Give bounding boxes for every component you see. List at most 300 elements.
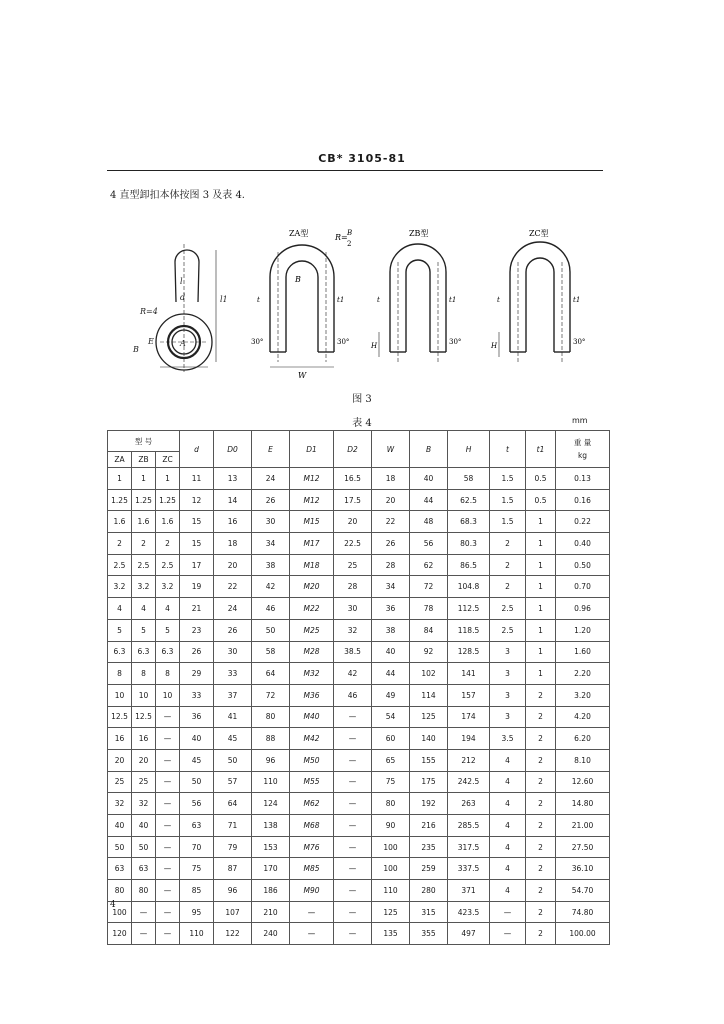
table-cell: M17 xyxy=(290,533,334,555)
table-cell: 20 xyxy=(334,511,372,533)
zb-h-label: H xyxy=(371,342,378,350)
col-header-w: W xyxy=(372,431,410,468)
table-cell: 16.5 xyxy=(334,468,372,490)
table-cell: 2 xyxy=(526,749,556,771)
table-cell: 157 xyxy=(448,684,490,706)
table-cell: 0.5 xyxy=(526,468,556,490)
table-cell: 20 xyxy=(214,554,252,576)
table-cell: 2.5 xyxy=(132,554,156,576)
table-cell: 1 xyxy=(156,468,180,490)
table-cell: M85 xyxy=(290,858,334,880)
table-cell: 112.5 xyxy=(448,598,490,620)
model-group-header: 型 号 xyxy=(108,431,180,452)
unit-label: mm xyxy=(572,416,588,425)
table-cell: 46 xyxy=(334,684,372,706)
table-cell: 192 xyxy=(410,793,448,815)
za-angle-right: 30° xyxy=(337,338,350,346)
table-caption: 表 4 xyxy=(352,418,372,429)
table-cell: 78 xyxy=(410,598,448,620)
table-cell: 8.10 xyxy=(556,749,610,771)
table-cell: 125 xyxy=(372,901,410,923)
table-cell: 1.5 xyxy=(490,468,526,490)
table-cell: 216 xyxy=(410,815,448,837)
table-cell: — xyxy=(490,901,526,923)
table-cell: — xyxy=(156,793,180,815)
table-cell: 1 xyxy=(526,533,556,555)
table-cell: 40 xyxy=(410,468,448,490)
table-cell: 2.5 xyxy=(108,554,132,576)
table-cell: M12 xyxy=(290,468,334,490)
table-cell: 2 xyxy=(526,858,556,880)
table-cell: 72 xyxy=(252,684,290,706)
shackle-za xyxy=(251,228,352,380)
table-cell: 2.20 xyxy=(556,663,610,685)
table-cell: 2 xyxy=(526,793,556,815)
table-cell: 1 xyxy=(526,598,556,620)
table-cell: 100.00 xyxy=(556,923,610,945)
table-cell: 88 xyxy=(252,728,290,750)
table-cell: 10 xyxy=(156,684,180,706)
mass-header-unit: kg xyxy=(577,451,588,460)
table-cell: 25 xyxy=(132,771,156,793)
table-cell: 138 xyxy=(252,815,290,837)
table-cell: — xyxy=(132,901,156,923)
table-cell: — xyxy=(156,880,180,902)
table-cell: 20 xyxy=(108,749,132,771)
table-cell: 1 xyxy=(108,468,132,490)
col-header-d: d xyxy=(180,431,214,468)
table-cell: 2 xyxy=(490,533,526,555)
table-cell: 8 xyxy=(156,663,180,685)
table-cell: 4 xyxy=(108,598,132,620)
table-cell: 240 xyxy=(252,923,290,945)
table-cell: 38.5 xyxy=(334,641,372,663)
table-cell: 45 xyxy=(214,728,252,750)
table-cell: 80 xyxy=(108,880,132,902)
table-cell: 96 xyxy=(252,749,290,771)
table-cell: 0.96 xyxy=(556,598,610,620)
table-cell: 29 xyxy=(180,663,214,685)
table-cell: 24 xyxy=(214,598,252,620)
table-cell: 8 xyxy=(108,663,132,685)
table-cell: 22 xyxy=(214,576,252,598)
table-cell: 1.5 xyxy=(490,489,526,511)
table-cell: 1 xyxy=(526,554,556,576)
table-cell: 18 xyxy=(372,468,410,490)
table-cell: 0.22 xyxy=(556,511,610,533)
table-cell: 0.13 xyxy=(556,468,610,490)
table-cell: 34 xyxy=(252,533,290,555)
za-r-frac-top: B xyxy=(347,229,353,237)
label-r4: R=4 xyxy=(140,307,158,316)
table-cell: 90 xyxy=(372,815,410,837)
table-cell: 170 xyxy=(252,858,290,880)
table-cell: — xyxy=(156,771,180,793)
table-cell: 212 xyxy=(448,749,490,771)
table-cell: 1.60 xyxy=(556,641,610,663)
col-header-t1: t1 xyxy=(526,431,556,468)
table-cell: 75 xyxy=(372,771,410,793)
table-row xyxy=(108,468,610,490)
table-cell: 33 xyxy=(214,663,252,685)
zc-h-label: H xyxy=(491,342,498,350)
table-cell: 110 xyxy=(252,771,290,793)
table-cell: 4 xyxy=(490,749,526,771)
table-cell: 15 xyxy=(180,533,214,555)
table-cell: 32 xyxy=(132,793,156,815)
table-cell: 63 xyxy=(180,815,214,837)
table-cell: — xyxy=(334,880,372,902)
table-cell: 58 xyxy=(448,468,490,490)
table-row xyxy=(108,489,610,511)
table-cell: 23 xyxy=(180,619,214,641)
table-cell: 16 xyxy=(214,511,252,533)
figure-3-drawing xyxy=(120,222,610,382)
table-cell: — xyxy=(156,901,180,923)
table-cell: 1 xyxy=(132,468,156,490)
figure-caption: 图 3 xyxy=(352,394,372,405)
table-cell: 0.50 xyxy=(556,554,610,576)
table-cell: — xyxy=(334,728,372,750)
zb-t-label: t xyxy=(377,296,380,304)
table-cell: 125 xyxy=(410,706,448,728)
table-cell: 36 xyxy=(372,598,410,620)
table-cell: 128.5 xyxy=(448,641,490,663)
table-cell: 141 xyxy=(448,663,490,685)
table-cell: 0.5 xyxy=(526,489,556,511)
header-rule xyxy=(107,170,603,171)
table-cell: 24 xyxy=(252,468,290,490)
table-cell: 3.2 xyxy=(132,576,156,598)
table-cell: 63 xyxy=(108,858,132,880)
table-cell: 20 xyxy=(132,749,156,771)
table-cell: 28 xyxy=(372,554,410,576)
table-cell: 54.70 xyxy=(556,880,610,902)
table-cell: 10 xyxy=(132,684,156,706)
table-cell: 62.5 xyxy=(448,489,490,511)
table-cell: 25 xyxy=(334,554,372,576)
table-cell: M18 xyxy=(290,554,334,576)
table-cell: 40 xyxy=(372,641,410,663)
table-cell: 40 xyxy=(132,815,156,837)
table-cell: 56 xyxy=(410,533,448,555)
table-cell: 58 xyxy=(252,641,290,663)
table-cell: 6.20 xyxy=(556,728,610,750)
col-header-e: E xyxy=(252,431,290,468)
table-cell: 2 xyxy=(526,880,556,902)
table-cell: 62 xyxy=(410,554,448,576)
table-cell: 355 xyxy=(410,923,448,945)
table-cell: 317.5 xyxy=(448,836,490,858)
col-header-t: t xyxy=(490,431,526,468)
table-cell: 4 xyxy=(490,880,526,902)
table-cell: 4 xyxy=(490,815,526,837)
table-cell: M22 xyxy=(290,598,334,620)
table-cell: 40 xyxy=(180,728,214,750)
table-cell: 186 xyxy=(252,880,290,902)
table-cell: 17 xyxy=(180,554,214,576)
table-cell: 41 xyxy=(214,706,252,728)
table-cell: 48 xyxy=(410,511,448,533)
table-cell: 12.60 xyxy=(556,771,610,793)
table-cell: 3.2 xyxy=(156,576,180,598)
table-cell: 1.25 xyxy=(156,489,180,511)
table-cell: 26 xyxy=(252,489,290,511)
table-cell: 2 xyxy=(526,771,556,793)
table-cell: — xyxy=(156,728,180,750)
table-cell: 36.10 xyxy=(556,858,610,880)
table-cell: 80 xyxy=(372,793,410,815)
col-header-mass xyxy=(556,431,610,468)
table-cell: — xyxy=(290,901,334,923)
table-cell: 10 xyxy=(108,684,132,706)
table-cell: 92 xyxy=(410,641,448,663)
table-cell: 107 xyxy=(214,901,252,923)
table-cell: 235 xyxy=(410,836,448,858)
table-cell: M12 xyxy=(290,489,334,511)
table-row xyxy=(108,641,610,663)
table-row xyxy=(108,793,610,815)
za-w-label: W xyxy=(298,371,307,380)
table-cell: 50 xyxy=(252,619,290,641)
table-cell: M90 xyxy=(290,880,334,902)
table-cell: M42 xyxy=(290,728,334,750)
table-cell: 3.2 xyxy=(108,576,132,598)
table-cell: 114 xyxy=(410,684,448,706)
zb-angle: 30° xyxy=(449,338,462,346)
table-cell: M76 xyxy=(290,836,334,858)
table-cell: 1.6 xyxy=(156,511,180,533)
table-cell: — xyxy=(156,749,180,771)
table-cell: 71 xyxy=(214,815,252,837)
table-body xyxy=(108,468,610,945)
table-cell: 1 xyxy=(526,641,556,663)
table-cell: 100 xyxy=(372,858,410,880)
table-cell: 0.70 xyxy=(556,576,610,598)
table-cell: 100 xyxy=(108,901,132,923)
za-t-label: t xyxy=(257,296,260,304)
table-cell: 57 xyxy=(214,771,252,793)
table-cell: 4 xyxy=(490,836,526,858)
table-cell: 60 xyxy=(372,728,410,750)
table-cell: 2 xyxy=(526,815,556,837)
table-cell: 12 xyxy=(180,489,214,511)
table-cell: M68 xyxy=(290,815,334,837)
table-cell: 194 xyxy=(448,728,490,750)
table-cell: 1.5 xyxy=(490,511,526,533)
label-d: d xyxy=(180,293,186,302)
col-header-d2: D2 xyxy=(334,431,372,468)
table-row xyxy=(108,554,610,576)
table-cell: 4 xyxy=(490,771,526,793)
zc-angle: 30° xyxy=(573,338,586,346)
table-cell: 30 xyxy=(334,598,372,620)
zc-title: ZC型 xyxy=(529,229,549,238)
table-cell: — xyxy=(334,836,372,858)
sub-header-zc: ZC xyxy=(156,452,180,468)
table-cell: 110 xyxy=(372,880,410,902)
table-cell: — xyxy=(156,815,180,837)
label-l1: l1 xyxy=(220,295,228,304)
table-cell: 5 xyxy=(156,619,180,641)
table-cell: 49 xyxy=(372,684,410,706)
table-cell: 120 xyxy=(108,923,132,945)
table-cell: 6.3 xyxy=(156,641,180,663)
table-cell: M50 xyxy=(290,749,334,771)
table-cell: 4 xyxy=(490,793,526,815)
table-cell: 33 xyxy=(180,684,214,706)
table-cell: 38 xyxy=(372,619,410,641)
table-cell: 36 xyxy=(180,706,214,728)
table-cell: — xyxy=(132,923,156,945)
table-cell: 423.5 xyxy=(448,901,490,923)
table-cell: 100 xyxy=(372,836,410,858)
table-cell: — xyxy=(156,858,180,880)
table-cell: 16 xyxy=(108,728,132,750)
table-cell: 104.8 xyxy=(448,576,490,598)
table-cell: M55 xyxy=(290,771,334,793)
table-cell: 110 xyxy=(180,923,214,945)
table-cell: 1 xyxy=(526,619,556,641)
table-row xyxy=(108,576,610,598)
mass-header-label: 重 量 xyxy=(573,438,592,447)
table-cell: 56 xyxy=(180,793,214,815)
table-cell: 65 xyxy=(372,749,410,771)
table-cell: 6.3 xyxy=(108,641,132,663)
table-cell: — xyxy=(334,858,372,880)
col-header-h: H xyxy=(448,431,490,468)
table-cell: 263 xyxy=(448,793,490,815)
table-cell: 175 xyxy=(410,771,448,793)
table-cell: 102 xyxy=(410,663,448,685)
table-cell: 210 xyxy=(252,901,290,923)
table-cell: 8 xyxy=(132,663,156,685)
za-b-label: B xyxy=(295,275,301,284)
table-cell: 497 xyxy=(448,923,490,945)
table-cell: 84 xyxy=(410,619,448,641)
table-cell: 242.5 xyxy=(448,771,490,793)
za-angle-left: 30° xyxy=(251,338,264,346)
table-cell: 26 xyxy=(214,619,252,641)
table-row xyxy=(108,880,610,902)
table-cell: 3.5 xyxy=(490,728,526,750)
table-cell: 14.80 xyxy=(556,793,610,815)
table-cell: 28 xyxy=(334,576,372,598)
table-cell: 21.00 xyxy=(556,815,610,837)
table-cell: 26 xyxy=(372,533,410,555)
table-cell: 3 xyxy=(490,663,526,685)
table-cell: 25 xyxy=(108,771,132,793)
section-text: 4 直型卸扣本体按图 3 及表 4. xyxy=(110,190,245,201)
table-cell: — xyxy=(334,901,372,923)
table-cell: 2 xyxy=(490,554,526,576)
table-cell: 2.5 xyxy=(156,554,180,576)
table-cell: 17.5 xyxy=(334,489,372,511)
table-cell: — xyxy=(334,923,372,945)
table-cell: 96 xyxy=(214,880,252,902)
label-e: E xyxy=(148,337,154,346)
zc-t-label: t xyxy=(497,296,500,304)
table-cell: 2 xyxy=(526,684,556,706)
table-cell: 174 xyxy=(448,706,490,728)
table-cell: 1.25 xyxy=(132,489,156,511)
table-cell: 2 xyxy=(526,923,556,945)
table-row xyxy=(108,598,610,620)
table-cell: 0.16 xyxy=(556,489,610,511)
table-cell: 20 xyxy=(372,489,410,511)
table-row xyxy=(108,815,610,837)
table-cell: M62 xyxy=(290,793,334,815)
table-cell: — xyxy=(334,706,372,728)
shackle-zb xyxy=(370,228,461,362)
figure-3 xyxy=(120,222,610,382)
table-cell: 86.5 xyxy=(448,554,490,576)
table-cell: — xyxy=(156,706,180,728)
table-cell: 54 xyxy=(372,706,410,728)
table-cell: 135 xyxy=(372,923,410,945)
table-cell: 2 xyxy=(132,533,156,555)
table-cell: 1.20 xyxy=(556,619,610,641)
table-cell: 19 xyxy=(180,576,214,598)
table-cell: M20 xyxy=(290,576,334,598)
table-cell: 75 xyxy=(180,858,214,880)
table-cell: 1 xyxy=(526,511,556,533)
table-row xyxy=(108,619,610,641)
table-row xyxy=(108,533,610,555)
table-cell: 74.80 xyxy=(556,901,610,923)
table-cell: 45 xyxy=(180,749,214,771)
table-cell: 4 xyxy=(156,598,180,620)
table-cell: 64 xyxy=(214,793,252,815)
table-row xyxy=(108,728,610,750)
table-cell: 32 xyxy=(108,793,132,815)
za-title: ZA型 xyxy=(289,229,309,238)
table-cell: 2 xyxy=(526,901,556,923)
sub-header-zb: ZB xyxy=(132,452,156,468)
zc-t1-label: t1 xyxy=(573,296,581,304)
table-cell: 1.6 xyxy=(132,511,156,533)
table-cell: 42 xyxy=(334,663,372,685)
table-cell: 50 xyxy=(108,836,132,858)
table-cell: 27.50 xyxy=(556,836,610,858)
table-cell: 95 xyxy=(180,901,214,923)
table-cell: 3 xyxy=(490,641,526,663)
table-cell: 337.5 xyxy=(448,858,490,880)
table-row xyxy=(108,706,610,728)
table-cell: 12.5 xyxy=(132,706,156,728)
table-cell: 3 xyxy=(490,684,526,706)
table-cell: 22.5 xyxy=(334,533,372,555)
dimension-table xyxy=(107,430,610,945)
sub-header-za: ZA xyxy=(108,452,132,468)
table-cell: 38 xyxy=(252,554,290,576)
table-cell: 118.5 xyxy=(448,619,490,641)
table-cell: 50 xyxy=(214,749,252,771)
table-cell: 80.3 xyxy=(448,533,490,555)
page-number: 4 xyxy=(110,900,116,910)
zb-title: ZB型 xyxy=(409,229,429,238)
table-cell: 80 xyxy=(132,880,156,902)
shackle-body-drawing xyxy=(156,244,216,372)
table-cell: 79 xyxy=(214,836,252,858)
table-cell: 16 xyxy=(132,728,156,750)
table-row xyxy=(108,511,610,533)
zb-t1-label: t1 xyxy=(449,296,457,304)
table-cell: — xyxy=(156,836,180,858)
table-cell: 1 xyxy=(526,576,556,598)
table-cell: 44 xyxy=(372,663,410,685)
table-cell: 4 xyxy=(490,858,526,880)
